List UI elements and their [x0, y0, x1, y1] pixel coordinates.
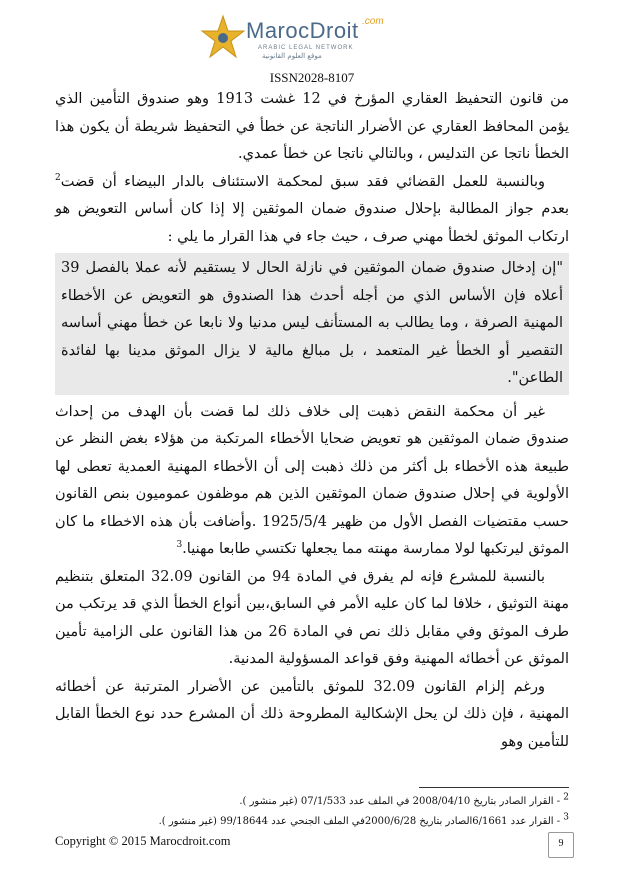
- paragraph: بالنسبة للمشرع فإنه لم يفرق في المادة 94 من القانون 32.09 المتعلق بتنظيم مهنة التوثيق ، خلافا لما كان عليه الأمر في السابق،بين أنواع الخطأ الذي قد يرتكب من طرف الموثق وفي مقابل ذلك نص في المادة 26 من هذا القانون على الزامية تأمين الموثق عن أخطائه المهنية وفق قواعد المسؤولية المدنية.: [55, 568, 569, 667]
- footnote-text: - القرار عدد 6/1661الصادر بتاريخ 2000/6/28في الملف الجنحي عدد 99/18644 (غير منشور ).: [158, 816, 564, 827]
- paragraph-text: بعدم جواز المطالبة بإحلال صندوق ضمان الموثقين إلا إذا كان أساس التعويض هو ارتكاب الموثق لخطأ مهني صرف ، حيث جاء في هذا القرار ما يلي :: [55, 201, 569, 245]
- star-icon: [200, 14, 246, 60]
- court-quote: "إن إدخال صندوق ضمان الموثقين في نازلة الحال لا يستقيم لأنه عملا بالفصل 39 أعلاه فإن الأساس الذي من أجله أحدث هذا الصندوق هو التعويض عن الأخطاء المهنية الصرفة ، وما يطالب به المستأنف ليس مدنيا ولا نابعا عن خطأ مهني أساسه التقصير أو الخطأ غير المتعمد ، بل مبالغ مالية لا يزال الموثق مدينا بها لفائدة الطاعن".: [55, 253, 569, 395]
- logo-tagline-arabic: موقع العلوم القانونية: [262, 52, 322, 60]
- site-logo[interactable]: [200, 14, 420, 64]
- logo-domain: .com: [362, 16, 384, 27]
- paragraph: [55, 169, 569, 252]
- footnote-ref[interactable]: 2: [55, 172, 61, 183]
- issn-number: ISSN2028-8107: [269, 70, 355, 85]
- page-number: 9: [548, 832, 574, 858]
- footnote-divider: [419, 787, 569, 788]
- footnote-text: - القرار الصادر بتاريخ 2008/04/10 في الملف عدد 07/1/533 (غير منشور ).: [239, 796, 564, 807]
- footnote-number: 3: [563, 812, 569, 823]
- paragraph-text: وبالنسبة للعمل القضائي فقد سبق لمحكمة الاستئناف بالدار البيضاء أن قضت: [60, 173, 545, 190]
- logo-name: MarocDroit: [246, 18, 359, 43]
- logo-tagline: ARABIC LEGAL NETWORK: [258, 45, 354, 51]
- footnotes: [55, 792, 569, 832]
- page-header: [0, 8, 624, 85]
- article-body: [55, 86, 569, 756]
- paragraph: ورغم إلزام القانون 32.09 للموثق بالتأمين عن الأضرار المترتبة عن أخطائه المهنية ، فإن ذلك لن يحل الإشكالية المطروحة ذلك أن المشرع حدد نوع الخطأ القابل للتأمين وهو: [55, 678, 569, 750]
- footnote-item: [55, 812, 569, 832]
- footnote-item: [55, 792, 569, 812]
- paragraph: من قانون التحفيظ العقاري المؤرخ في 12 غشت 1913 وهو صندوق التأمين الذي يؤمن المحافظ العقاري عن الأضرار الناتجة عن خطأ في التحفيظ شريطة أن يكون هذا الخطأ ناتجا عن التدليس ، وبالتالي ناتجا عن خطأ عمدي.: [55, 91, 569, 162]
- footnote-number: 2: [563, 792, 569, 803]
- footnote-ref[interactable]: 3: [176, 540, 183, 551]
- paragraph-text: غير أن محكمة النقض ذهبت إلى خلاف ذلك لما قضت بأن الهدف من إحداث صندوق ضمان الموثقين هو تعويض ضحايا الأخطاء المرتكبة من هؤلاء بغض النظر عن طبيعة هذه الأخطاء بل أكثر من ذلك ذهبت إلى أن الأخطاء المهنية العمدية تعطى لها الأولوية في إحلال صندوق ضمان الموثقين الذين هم موظفون عموميون بنص القانون حسب مقتضيات الفصل الأول من ظهير 1925/5/4 .وأضافت بأن هذه الاخطاء ما كان الموثق ليرتكبها لولا ممارسة مهنته مما يجعلها تكتسي طابعا مهنيا.: [55, 403, 569, 557]
- paragraph: [55, 399, 569, 564]
- copyright-notice: Copyright © 2015 Marocdroit.com: [55, 834, 231, 848]
